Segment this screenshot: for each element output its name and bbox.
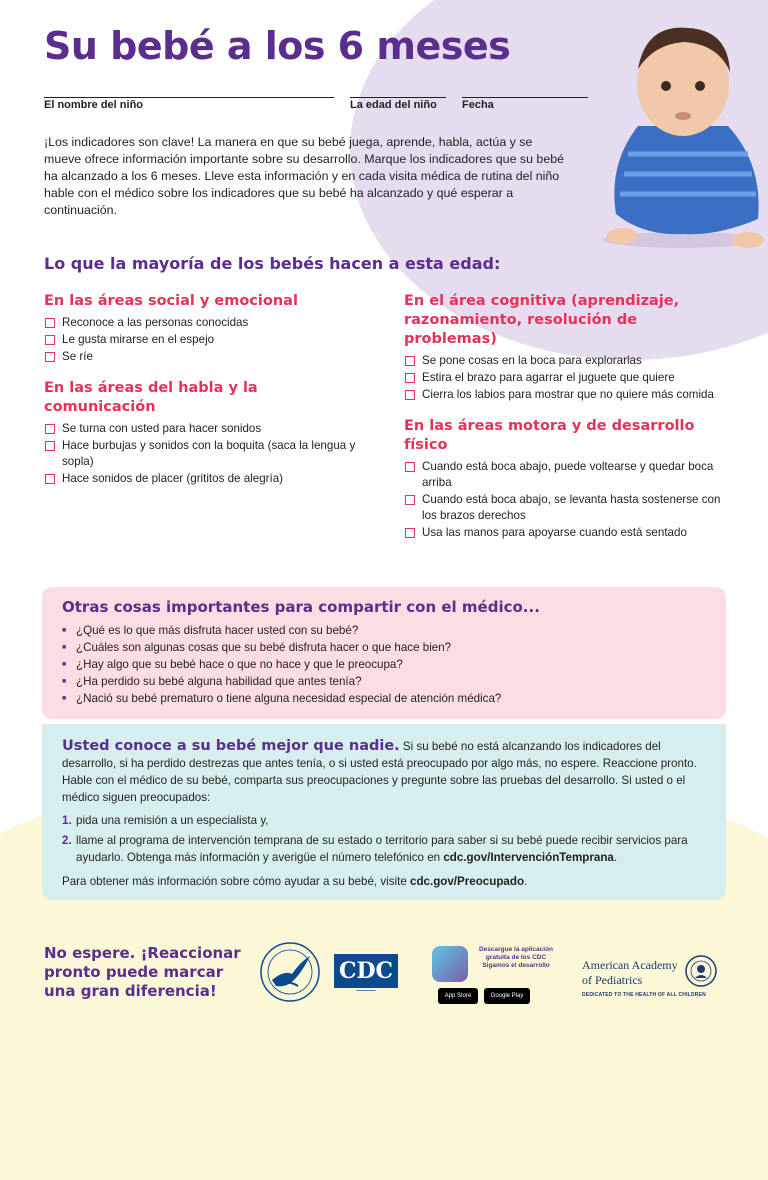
checkbox[interactable]: [405, 528, 415, 538]
checkbox[interactable]: [405, 462, 415, 472]
checkbox[interactable]: [405, 495, 415, 505]
checkbox[interactable]: [45, 424, 55, 434]
list-item: ■ ¿Cuáles son algunas cosas que su bebé disfruta hacer o que hace bien?: [62, 639, 712, 656]
act-early-steps: [62, 812, 712, 869]
checklist-item: Se turna con usted para hacer sonidos: [44, 421, 374, 437]
list-item: ■ ¿Ha perdido su bebé alguna habilidad que antes tenía?: [62, 673, 712, 690]
aap-name: American Academy of Pediatrics: [582, 958, 678, 987]
early-intervention-link[interactable]: cdc.gov/IntervenciónTemprana: [443, 851, 614, 864]
doctor-topics-heading: Otras cosas importantes para compartir con el médico...: [62, 598, 540, 616]
social-heading: En las áreas social y emocional: [44, 293, 298, 309]
list-item: ■ ¿Nació su bebé prematuro o tiene alguna necesidad especial de atención médica?: [62, 690, 712, 707]
checklist-item: Se pone cosas en la boca para explorarlas: [404, 353, 734, 369]
checkbox[interactable]: [405, 373, 415, 383]
more-info-paragraph: Para obtener más información sobre cómo ayudar a su bebé, visite cdc.gov/Preocupado.: [62, 875, 528, 888]
app-promo-text: Descargue la aplicación gratuita de los CDC Sigamos el desarrollo: [478, 946, 554, 969]
intro-paragraph: ¡Los indicadores son clave! La manera en que su bebé juega, aprende, habla, actúa y se mueve ofrece información importante sobre su desarrollo. Marque los indicadores que su bebé ha alcanzado a los 6 meses. Lleve esta información y en cada visita médica de rutina del niño hable con el médico sobre los indicadores que su bebé ha alcanzado y qué esperar a continuación.: [44, 135, 565, 217]
page-title: Su bebé a los 6 meses: [44, 24, 511, 68]
checkbox[interactable]: [405, 356, 415, 366]
checkbox[interactable]: [45, 335, 55, 345]
name-field-label: El nombre del niño: [44, 99, 144, 111]
act-early-body: Si su bebé no está alcanzando los indicadores del desarrollo, si ha perdido destrezas que antes tenía, o si usted está preocupado por algo más, no espere. Reaccione pronto. Hable con el médico de su bebé, comparta sus preocupaciones y pregunte sobre las pruebas del desarrollo. Si usted o el médico siguen preocupados:: [62, 740, 697, 804]
checklist-item: Cuando está boca abajo, se levanta hasta sostenerse con los brazos derechos: [404, 492, 734, 524]
doctor-topics-list: [62, 622, 712, 707]
social-section: [44, 292, 374, 365]
date-field-label: Fecha: [462, 99, 494, 111]
act-early-paragraph: [62, 738, 712, 806]
checklist-item: Hace burbujas y sonidos con la boquita (saca la lengua y sopla): [44, 438, 374, 470]
checklist-item: Reconoce a las personas conocidas: [44, 315, 374, 331]
checklist-item: Cuando está boca abajo, puede voltearse y quedar boca arriba: [404, 459, 734, 491]
age-field-label: La edad del niño: [350, 99, 437, 111]
baby-photo: [598, 14, 768, 250]
milestones-left-column: [44, 292, 374, 501]
checklist-item: Se ríe: [44, 349, 374, 365]
motor-heading: En las áreas motora y de desarrollo físico: [404, 418, 695, 453]
checkbox[interactable]: [45, 352, 55, 362]
checklist-item: Cierra los labios para mostrar que no quiere más comida: [404, 387, 734, 403]
milestones-heading: Lo que la mayoría de los bebés hacen a esta edad:: [44, 254, 501, 273]
aap-tagline: DEDICATED TO THE HEALTH OF ALL CHILDREN: [582, 992, 706, 998]
concerned-link[interactable]: cdc.gov/Preocupado: [410, 875, 525, 888]
checkbox[interactable]: [45, 441, 55, 451]
cdc-logo: CDC ━━━━━━━━: [334, 954, 398, 1000]
cognitive-section: [404, 292, 734, 403]
list-item: ■ ¿Qué es lo que más disfruta hacer usted con su bebé?: [62, 622, 712, 639]
checklist-item: Usa las manos para apoyarse cuando está sentado: [404, 525, 734, 541]
cognitive-heading: En el área cognitiva (aprendizaje, razonamiento, resolución de problemas): [404, 293, 680, 347]
list-item: 2. llame al programa de intervención temprana de su estado o territorio para saber si su bebé puede recibir servicios para ayudarlo. Obtenga más información y averigüe el número telefónico en cdc.gov/IntervenciónTemprana.: [62, 834, 688, 864]
checklist-item: Le gusta mirarse en el espejo: [44, 332, 374, 348]
language-section: [44, 379, 374, 487]
list-item: ■ ¿Hay algo que su bebé hace o que no hace y que le preocupa?: [62, 656, 712, 673]
list-item: 1. pida una remisión a un especialista y,: [62, 814, 269, 827]
checkbox[interactable]: [45, 318, 55, 328]
name-field-line[interactable]: [44, 97, 334, 98]
checklist-item: Hace sonidos de placer (grititos de alegría): [44, 471, 374, 487]
act-early-heading: Usted conoce a su bebé mejor que nadie.: [62, 738, 400, 754]
hhs-logo-icon: [258, 940, 322, 1004]
checkbox[interactable]: [45, 474, 55, 484]
milestones-right-column: [404, 292, 734, 555]
language-heading: En las áreas del habla y la comunicación: [44, 380, 258, 415]
checklist-item: Estira el brazo para agarrar el juguete que quiere: [404, 370, 734, 386]
checkbox[interactable]: [405, 390, 415, 400]
age-field-line[interactable]: [350, 97, 446, 98]
cdc-logo-mark: CDC: [334, 954, 398, 988]
google-play-badge[interactable]: Google Play: [484, 988, 530, 1004]
app-store-badge[interactable]: App Store: [438, 988, 478, 1004]
footer-tagline: No espere. ¡Reaccionar pronto puede marcar una gran diferencia!: [44, 944, 241, 1000]
milestone-app-icon[interactable]: [432, 946, 468, 982]
motor-section: [404, 417, 734, 541]
aap-seal-icon: [684, 954, 718, 988]
date-field-line[interactable]: [462, 97, 588, 98]
